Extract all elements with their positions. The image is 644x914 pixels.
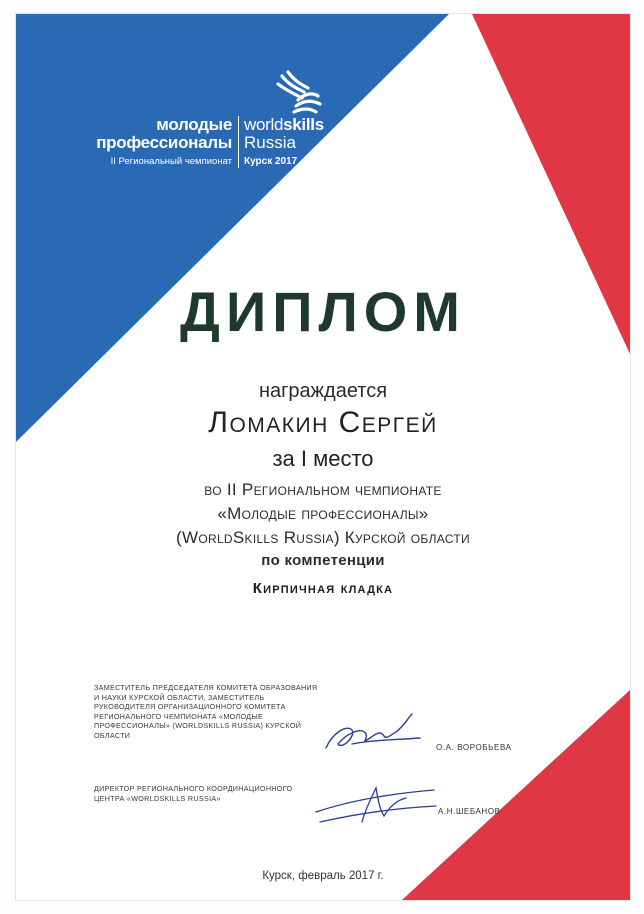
place-date: Курск, февраль 2017 г. (262, 870, 384, 882)
signatory-2-role: ДИРЕКТОР РЕГИОНАЛЬНОГО КООРДИНАЦИОННОГО ЦЕНТРА «WORLDSKILLS RUSSIA» (94, 784, 293, 803)
recipient-name: Ломакин Сергей (208, 406, 438, 439)
logo-city-year: Курск 2017 (244, 156, 298, 167)
signatory-1-name: О.А. ВОРОБЬЕВА (436, 743, 512, 752)
signatory-1-role: ЗАМЕСТИТЕЛЬ ПРЕДСЕДАТЕЛЯ КОМИТЕТА ОБРАЗОВАНИЯ И НАУКИ КУРСКОЙ ОБЛАСТИ, ЗАМЕСТИТЕЛЬ РУКОВОДИТЕЛЯ ОРГАНИЗАЦИОННОГО КОМИТЕТА РЕГИОНАЛЬНОГО ЧЕМПИОНАТА «МОЛОДЫЕ ПРОФЕССИОНАЛЫ» (WORLDSKILLS RUSSIA) КУРСКОЙ ОБЛАСТИ (94, 683, 318, 740)
logo-ru-subtitle: II Региональный чемпионат (110, 156, 232, 167)
diploma-title: ДИПЛОМ (180, 280, 466, 343)
logo-ru-line1: молодые (156, 115, 232, 134)
description-line-2: «Молодые профессионалы» (217, 504, 429, 523)
logo-skills: skills (283, 115, 324, 134)
place-text: за I место (272, 446, 374, 471)
logo-russia: Russia (244, 133, 296, 152)
logo-divider (238, 116, 239, 168)
competence-name: Кирпичная кладка (252, 580, 394, 597)
signature-2-image (306, 772, 446, 836)
description-line-1: во II Региональном чемпионате (204, 480, 442, 499)
logo-ru-line2: профессионалы (96, 133, 232, 152)
worldskills-logo (62, 70, 322, 180)
diploma-frame (16, 14, 630, 900)
signatory-2-name: А.Н.ШЕБАНОВ (438, 807, 501, 816)
signature-1-image (312, 704, 432, 764)
description-line-4: по компетенции (261, 552, 385, 569)
logo-world: world (244, 115, 284, 134)
logo-worldskills (244, 115, 324, 135)
worldskills-hand-icon (274, 70, 324, 118)
description-line-3: (WorldSkills Russia) Курской области (176, 528, 470, 547)
awarded-text: награждается (258, 380, 388, 402)
